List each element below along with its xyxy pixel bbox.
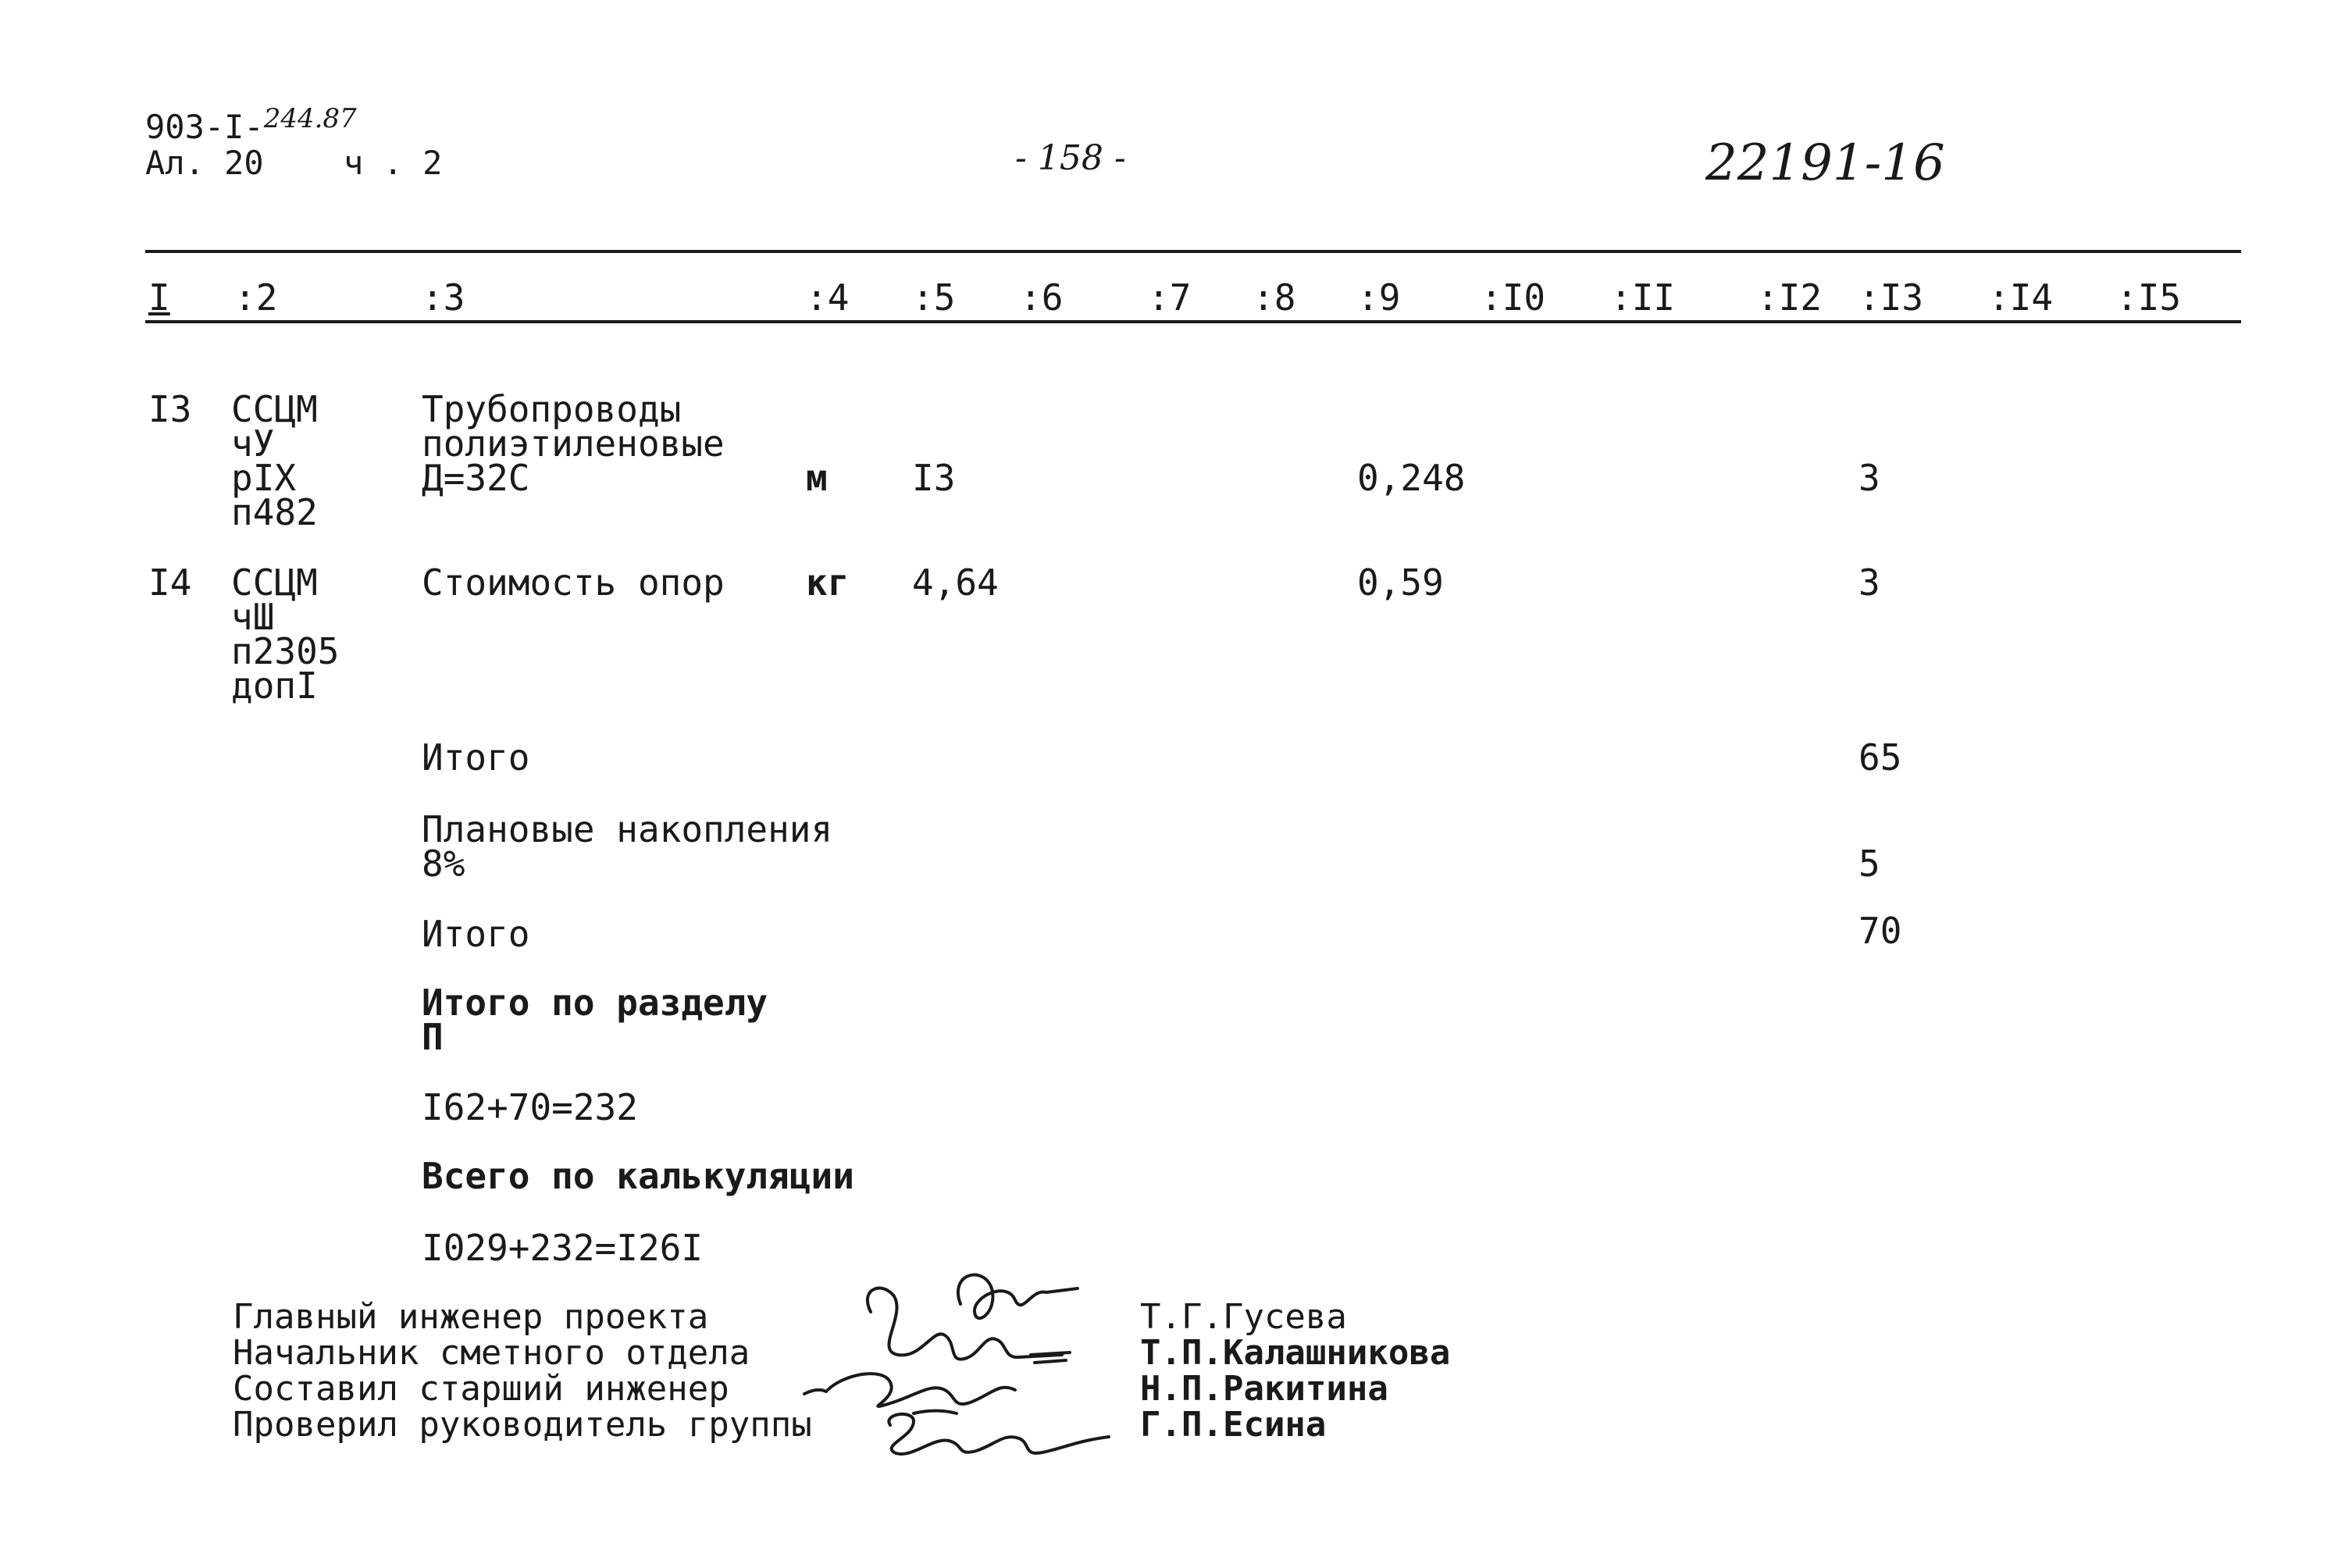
signature-name: Г.П.Есина <box>1140 1405 1327 1445</box>
summary-label: Итого <box>422 736 530 779</box>
summary-label: Плановые накопления 8% <box>422 808 833 885</box>
row-name: Трубопроводы полиэтиленовые Д=32С <box>422 388 725 499</box>
handwritten-signatures <box>796 1257 1140 1460</box>
summary-value: 5 <box>1858 843 1880 885</box>
row-unit: м <box>806 457 828 499</box>
drawing-code-prefix: 903-I- <box>145 108 264 146</box>
page-number: - 158 - <box>1015 138 1126 178</box>
row-name: Стоимость опор <box>422 561 725 604</box>
col-header-9: :9 <box>1357 276 1401 319</box>
section-total-label: Итого по разделу П <box>422 982 768 1058</box>
col-header-12: :I2 <box>1757 276 1823 319</box>
row-total: 3 <box>1858 457 1880 499</box>
col-header-6: :6 <box>1020 276 1064 319</box>
grand-total-label: Всего по калькуляции <box>422 1155 854 1197</box>
col-header-8: :8 <box>1253 276 1296 319</box>
row-number: I4 <box>148 561 192 604</box>
col-header-10: :I0 <box>1481 276 1546 319</box>
col-header-13: :I3 <box>1858 276 1924 319</box>
drawing-code <box>145 103 357 146</box>
col-header-3: :3 <box>422 276 465 319</box>
row-number: I3 <box>148 388 192 430</box>
section-total-formula: I62+70=232 <box>422 1086 638 1128</box>
row-code: ССЦМ чШ п2305 допI <box>231 561 340 707</box>
signature-role: Начальник сметного отдела <box>233 1333 750 1373</box>
row-rate: 0,248 <box>1357 457 1466 499</box>
col-header-5: :5 <box>912 276 956 319</box>
grand-total-formula: I029+232=I26I <box>422 1227 704 1269</box>
row-code: ССЦМ чУ рIX п482 <box>231 388 318 533</box>
document-number: 22191-16 <box>1705 134 1945 192</box>
signature-role: Главный инженер проекта <box>233 1297 709 1337</box>
col-header-15: :I5 <box>2116 276 2182 319</box>
col-header-14: :I4 <box>1988 276 2054 319</box>
row-rate: 0,59 <box>1357 561 1444 604</box>
signature-name: Н.П.Ракитина <box>1140 1369 1388 1409</box>
row-quantity: 4,64 <box>912 561 999 604</box>
summary-label: Итого <box>422 913 530 955</box>
part-label: ч . 2 <box>344 144 443 182</box>
col-header-11: :II <box>1610 276 1676 319</box>
signature-name: Т.П.Калашникова <box>1140 1333 1451 1373</box>
col-header-4: :4 <box>806 276 850 319</box>
col-header-1: I <box>148 276 170 319</box>
signature-role: Составил старший инженер <box>233 1369 729 1409</box>
album-label: Ал. 20 <box>145 144 264 182</box>
row-total: 3 <box>1858 561 1880 604</box>
header-top-rule <box>145 250 2241 253</box>
drawing-code-handwritten: 244.87 <box>263 103 357 134</box>
summary-value: 65 <box>1858 736 1902 779</box>
col-header-7: :7 <box>1148 276 1192 319</box>
signature-role: Проверил руководитель группы <box>233 1405 812 1445</box>
signature-name: Т.Г.Гусева <box>1140 1297 1347 1337</box>
row-quantity: I3 <box>912 457 956 499</box>
row-unit: кг <box>806 561 850 604</box>
summary-value: 70 <box>1858 910 1902 952</box>
col-header-2: :2 <box>234 276 278 319</box>
header-bottom-rule <box>145 320 2241 323</box>
